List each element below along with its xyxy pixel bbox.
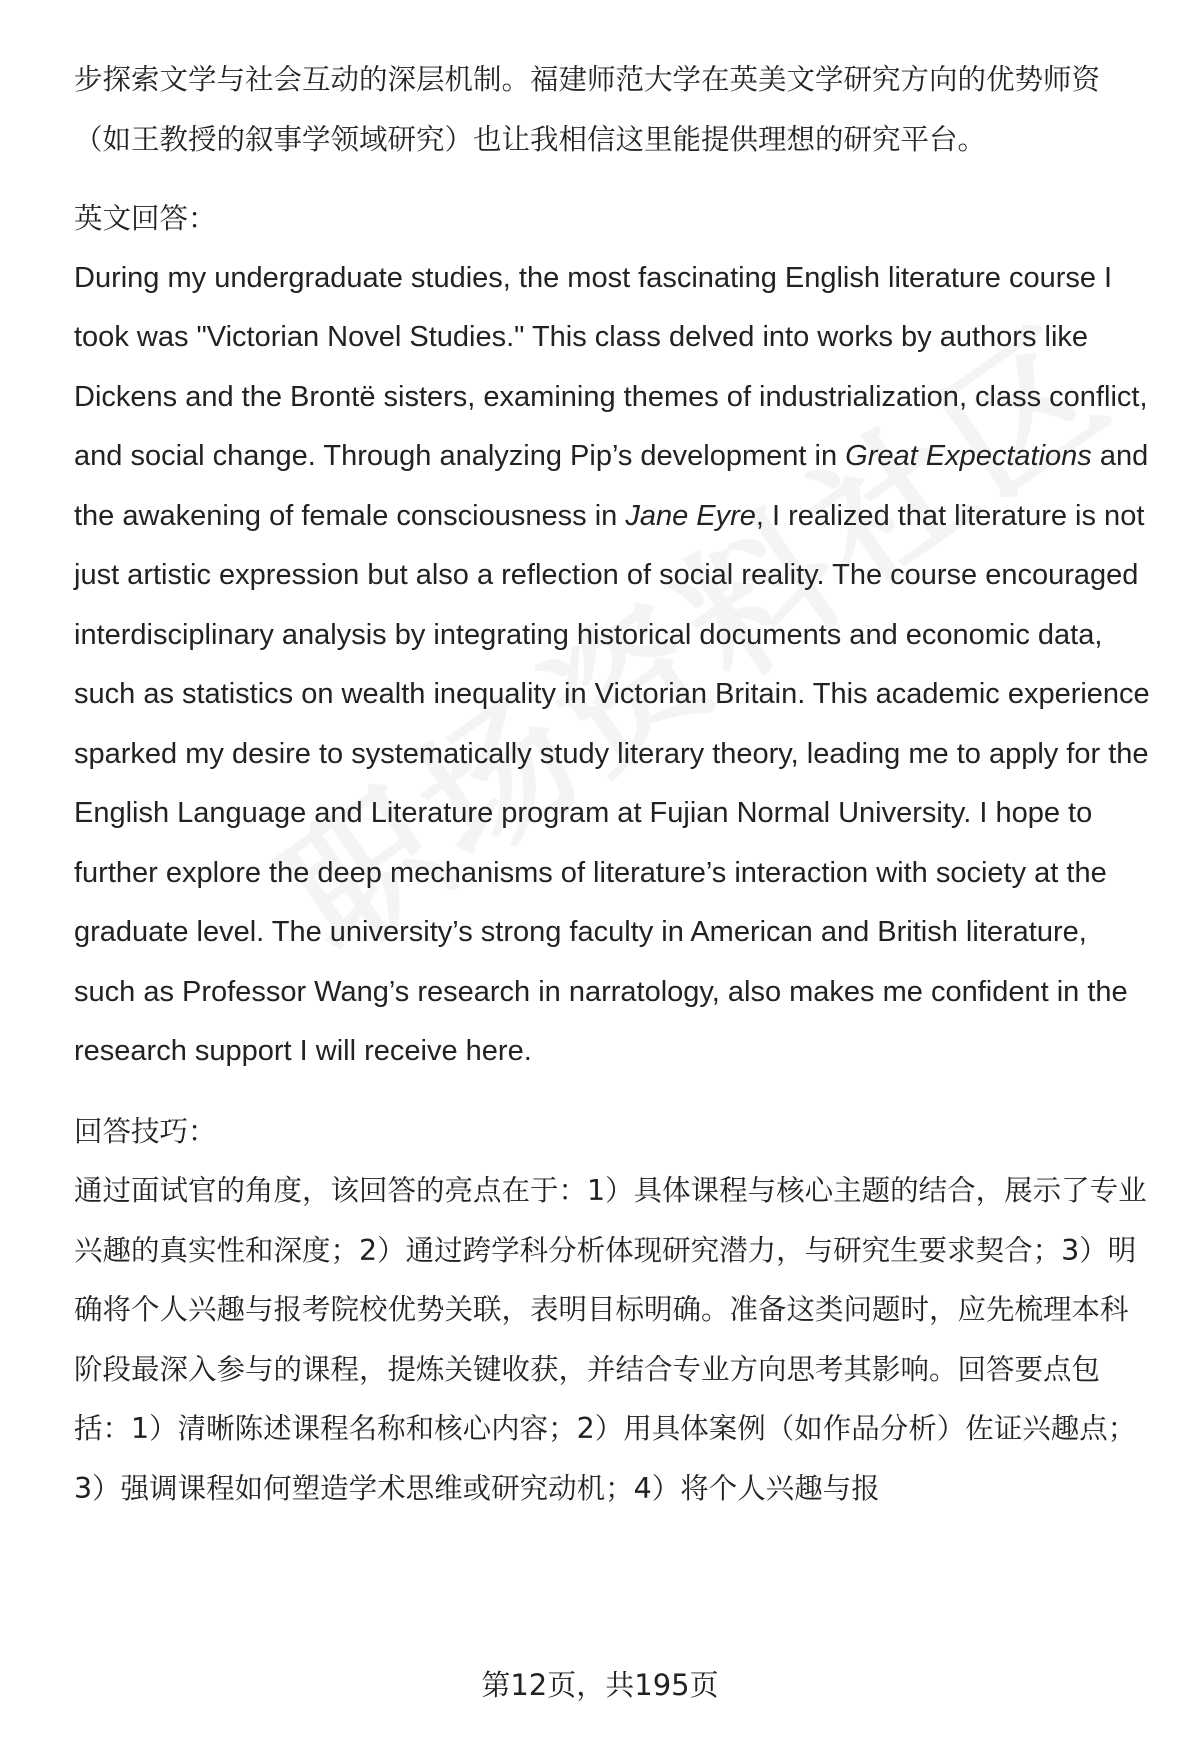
page-content <box>74 50 1154 1518</box>
top-paragraph-line-1: 步探索文学与社会互动的深层机制。福建师范大学在英美文学研究方向的优势师资 <box>74 63 1101 96</box>
answer-tips-paragraph: 通过面试官的角度，该回答的亮点在于：1）具体课程与核心主题的结合，展示了专业兴趣的真实性和深度；2）通过跨学科分析体现研究潜力，与研究生要求契合；3）明确将个人兴趣与报考院校优势关联，表明目标明确。准备这类问题时，应先梳理本科阶段最深入参与的课程，提炼关键收获，并结合专业方向思考其影响。回答要点包括：1）清晰陈述课程名称和核心内容；2）用具体案例（如作品分析）佐证兴趣点；3）强调课程如何塑造学术思维或研究动机；4）将个人兴趣与报 <box>74 1174 1147 1505</box>
english-text-part-1: During my undergraduate studies, the most fascinating English literature course I took was "Victorian Novel Studies." This class delved into works by authors like Dickens and the Brontë sisters, examining themes of industrialization, class conflict, and social change. Through analyzing Pip’s development in <box>74 261 1148 472</box>
page-number: 第12页，共195页 <box>481 1668 719 1702</box>
top-paragraph-line-2: （如王教授的叙事学领域研究）也让我相信这里能提供理想的研究平台。 <box>74 122 987 156</box>
english-answer-paragraph <box>74 249 1154 1082</box>
english-answer-label: 英文回答： <box>74 202 217 235</box>
english-text-part-2: and the awakening of female consciousness in <box>74 440 1149 532</box>
english-text-part-3: , I realized that literature is not just artistic expression but also a reflection of social reality. The course encouraged interdisciplinary analysis by integrating historical documents and economic data, such as statistics on wealth inequality in Victorian Britain. This academic experience sparked my desire to systematically study literary theory, leading me to apply for the English Language and Literature program at Fujian Normal University. I hope to further explore the deep mechanisms of literature’s interaction with society at the graduate level. The university’s strong faculty in American and British literature, such as Professor Wang’s research in narratology, also makes me confident in the research support I will receive here. <box>74 499 1150 1067</box>
book-title-jane-eyre: Jane Eyre <box>625 499 756 532</box>
book-title-great-expectations: Great Expectations <box>845 440 1092 472</box>
answer-tips-label: 回答技巧： <box>74 1114 217 1148</box>
